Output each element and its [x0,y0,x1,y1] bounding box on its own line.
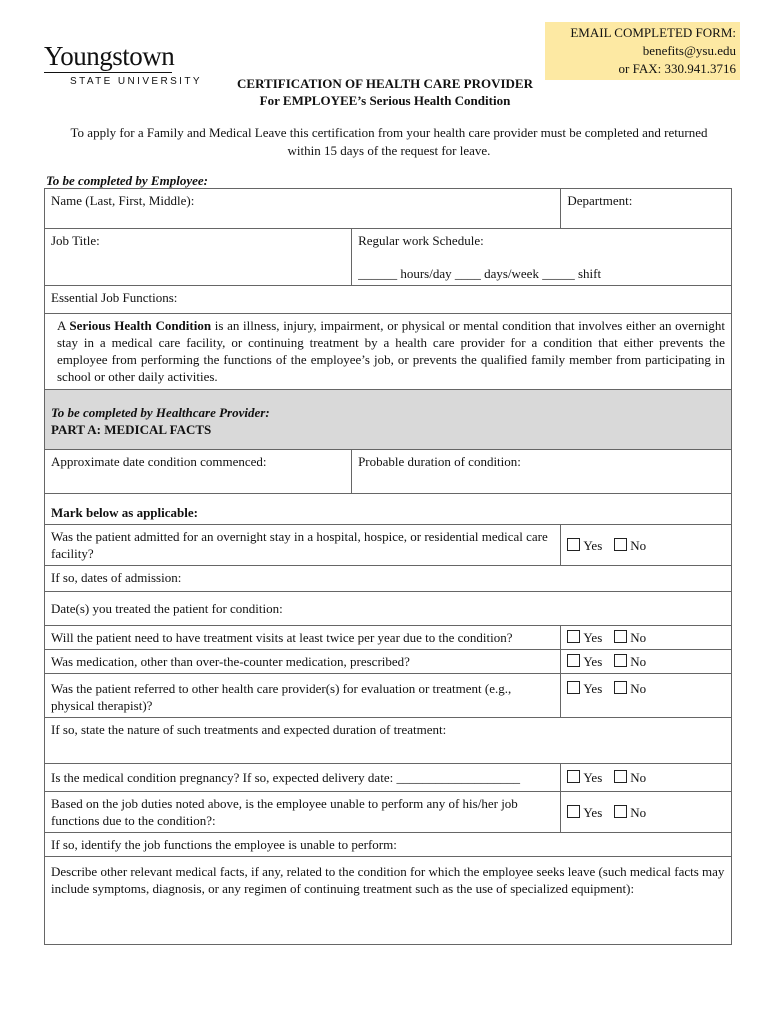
medication-question: Was medication, other than over-the-counter medication, prescribed? [45,650,561,674]
treated-dates-label: Date(s) you treated the patient for condition: [51,601,283,616]
medication-no-checkbox[interactable] [614,654,627,667]
treated-dates-field[interactable] [45,592,732,626]
mark-below-label: Mark below as applicable: [45,494,732,525]
work-schedule-label: Regular work Schedule: [358,233,484,248]
intro-line-1: To apply for a Family and Medical Leave this certification from your health care provider must be completed and returned [70,125,708,140]
yes-label: Yes [583,654,603,669]
name-field[interactable] [45,189,561,229]
yes-label: Yes [583,681,603,696]
other-medical-facts-label: Describe other relevant medical facts, if any, related to the condition for which the employee seeks leave (such medical facts may include symptoms, diagnosis, or any regimen of continuing treatment such as the use of specialized equipment): [51,864,725,896]
overnight-question: Was the patient admitted for an overnight stay in a hospital, hospice, or residential medical care facility? [45,525,561,566]
pregnancy-yes-checkbox[interactable] [567,770,580,783]
no-label: No [630,681,647,696]
medication-yes-checkbox[interactable] [567,654,580,667]
pregnancy-no-checkbox[interactable] [614,770,627,783]
referral-no-checkbox[interactable] [614,681,627,694]
twice-yearly-options [561,626,732,650]
job-title-field[interactable] [45,229,352,286]
no-label: No [630,804,647,820]
form-subtitle: For EMPLOYEE’s Serious Health Condition [259,93,511,108]
logo-divider [44,72,172,73]
form-title: CERTIFICATION OF HEALTH CARE PROVIDER [237,76,533,91]
unable-followup-field[interactable] [45,833,732,857]
definition-text: is an illness, injury, impairment, or physical or mental condition that involves either an overnight stay in a medical care facility, or continuing treatment by a health care provider for a condition that either prevents the employee from performing the functions of the employee’s job, or prevents the qualified family member from participating in school or other daily activities. [57,318,726,384]
unable-no-checkbox[interactable] [614,805,627,818]
duration-label: Probable duration of condition: [358,454,521,469]
work-schedule-field[interactable] [352,229,732,286]
overnight-options [561,525,732,566]
unable-followup-label: If so, identify the job functions the employee is unable to perform: [51,837,397,852]
referral-followup-label: If so, state the nature of such treatments and expected duration of treatment: [51,722,447,737]
fax-line: or FAX: 330.941.3716 [618,61,736,76]
referral-yes-checkbox[interactable] [567,681,580,694]
part-a-label: PART A: MEDICAL FACTS [51,422,212,437]
referral-followup-field[interactable] [45,718,732,764]
definition-term: Serious Health Condition [69,318,212,333]
university-logo-subtitle: STATE UNIVERSITY [70,76,202,87]
email-instructions [545,22,740,80]
yes-label: Yes [583,537,603,553]
other-medical-facts-field[interactable] [45,857,732,945]
name-label: Name (Last, First, Middle): [51,193,195,208]
department-field[interactable] [561,189,732,229]
employee-section-label: To be completed by Employee: [46,173,208,188]
unable-yes-checkbox[interactable] [567,805,580,818]
job-functions-field[interactable] [45,286,732,314]
department-label: Department: [567,193,633,208]
overnight-no-checkbox[interactable] [614,538,627,551]
no-label: No [630,630,647,645]
yes-label: Yes [583,630,603,645]
referral-question: Was the patient referred to other health care provider(s) for evaluation or treatment (e.g., physical therapist)? [45,674,561,718]
no-label: No [630,770,647,785]
work-schedule-blanks: ______ hours/day ____ days/week _____ shift [358,266,602,281]
medication-options [561,650,732,674]
duration-field[interactable] [352,450,732,494]
unable-to-perform-question: Based on the job duties noted above, is the employee unable to perform any of his/her job functions due to the condition?: [45,792,561,833]
provider-section-header [45,390,732,450]
twice-yearly-question: Will the patient need to have treatment visits at least twice per year due to the condition? [45,626,561,650]
referral-options [561,674,732,718]
overnight-yes-checkbox[interactable] [567,538,580,551]
provider-section-label: To be completed by Healthcare Provider: [51,405,270,420]
certification-form [44,188,732,945]
twice-yearly-no-checkbox[interactable] [614,630,627,643]
yes-label: Yes [583,804,603,820]
yes-label: Yes [583,770,603,785]
pregnancy-question: Is the medical condition pregnancy? If so, expected delivery date: ___________________ [45,764,561,792]
email-line-2: benefits@ysu.edu [642,43,736,58]
definition-block [45,314,732,390]
email-line-1: EMAIL COMPLETED FORM: [570,25,736,40]
twice-yearly-yes-checkbox[interactable] [567,630,580,643]
definition-prefix: A [57,318,70,333]
university-logo: Youngstown [44,41,175,71]
date-commenced-field[interactable] [45,450,352,494]
pregnancy-options [561,764,732,792]
intro-text [44,124,734,160]
admission-dates-field[interactable] [45,566,732,592]
job-functions-label: Essential Job Functions: [51,290,178,305]
unable-to-perform-options [561,792,732,833]
no-label: No [630,654,647,669]
admission-dates-label: If so, dates of admission: [51,570,182,585]
intro-line-2: within 15 days of the request for leave. [287,143,491,158]
job-title-label: Job Title: [51,233,100,248]
no-label: No [630,537,647,553]
date-commenced-label: Approximate date condition commenced: [51,454,267,469]
